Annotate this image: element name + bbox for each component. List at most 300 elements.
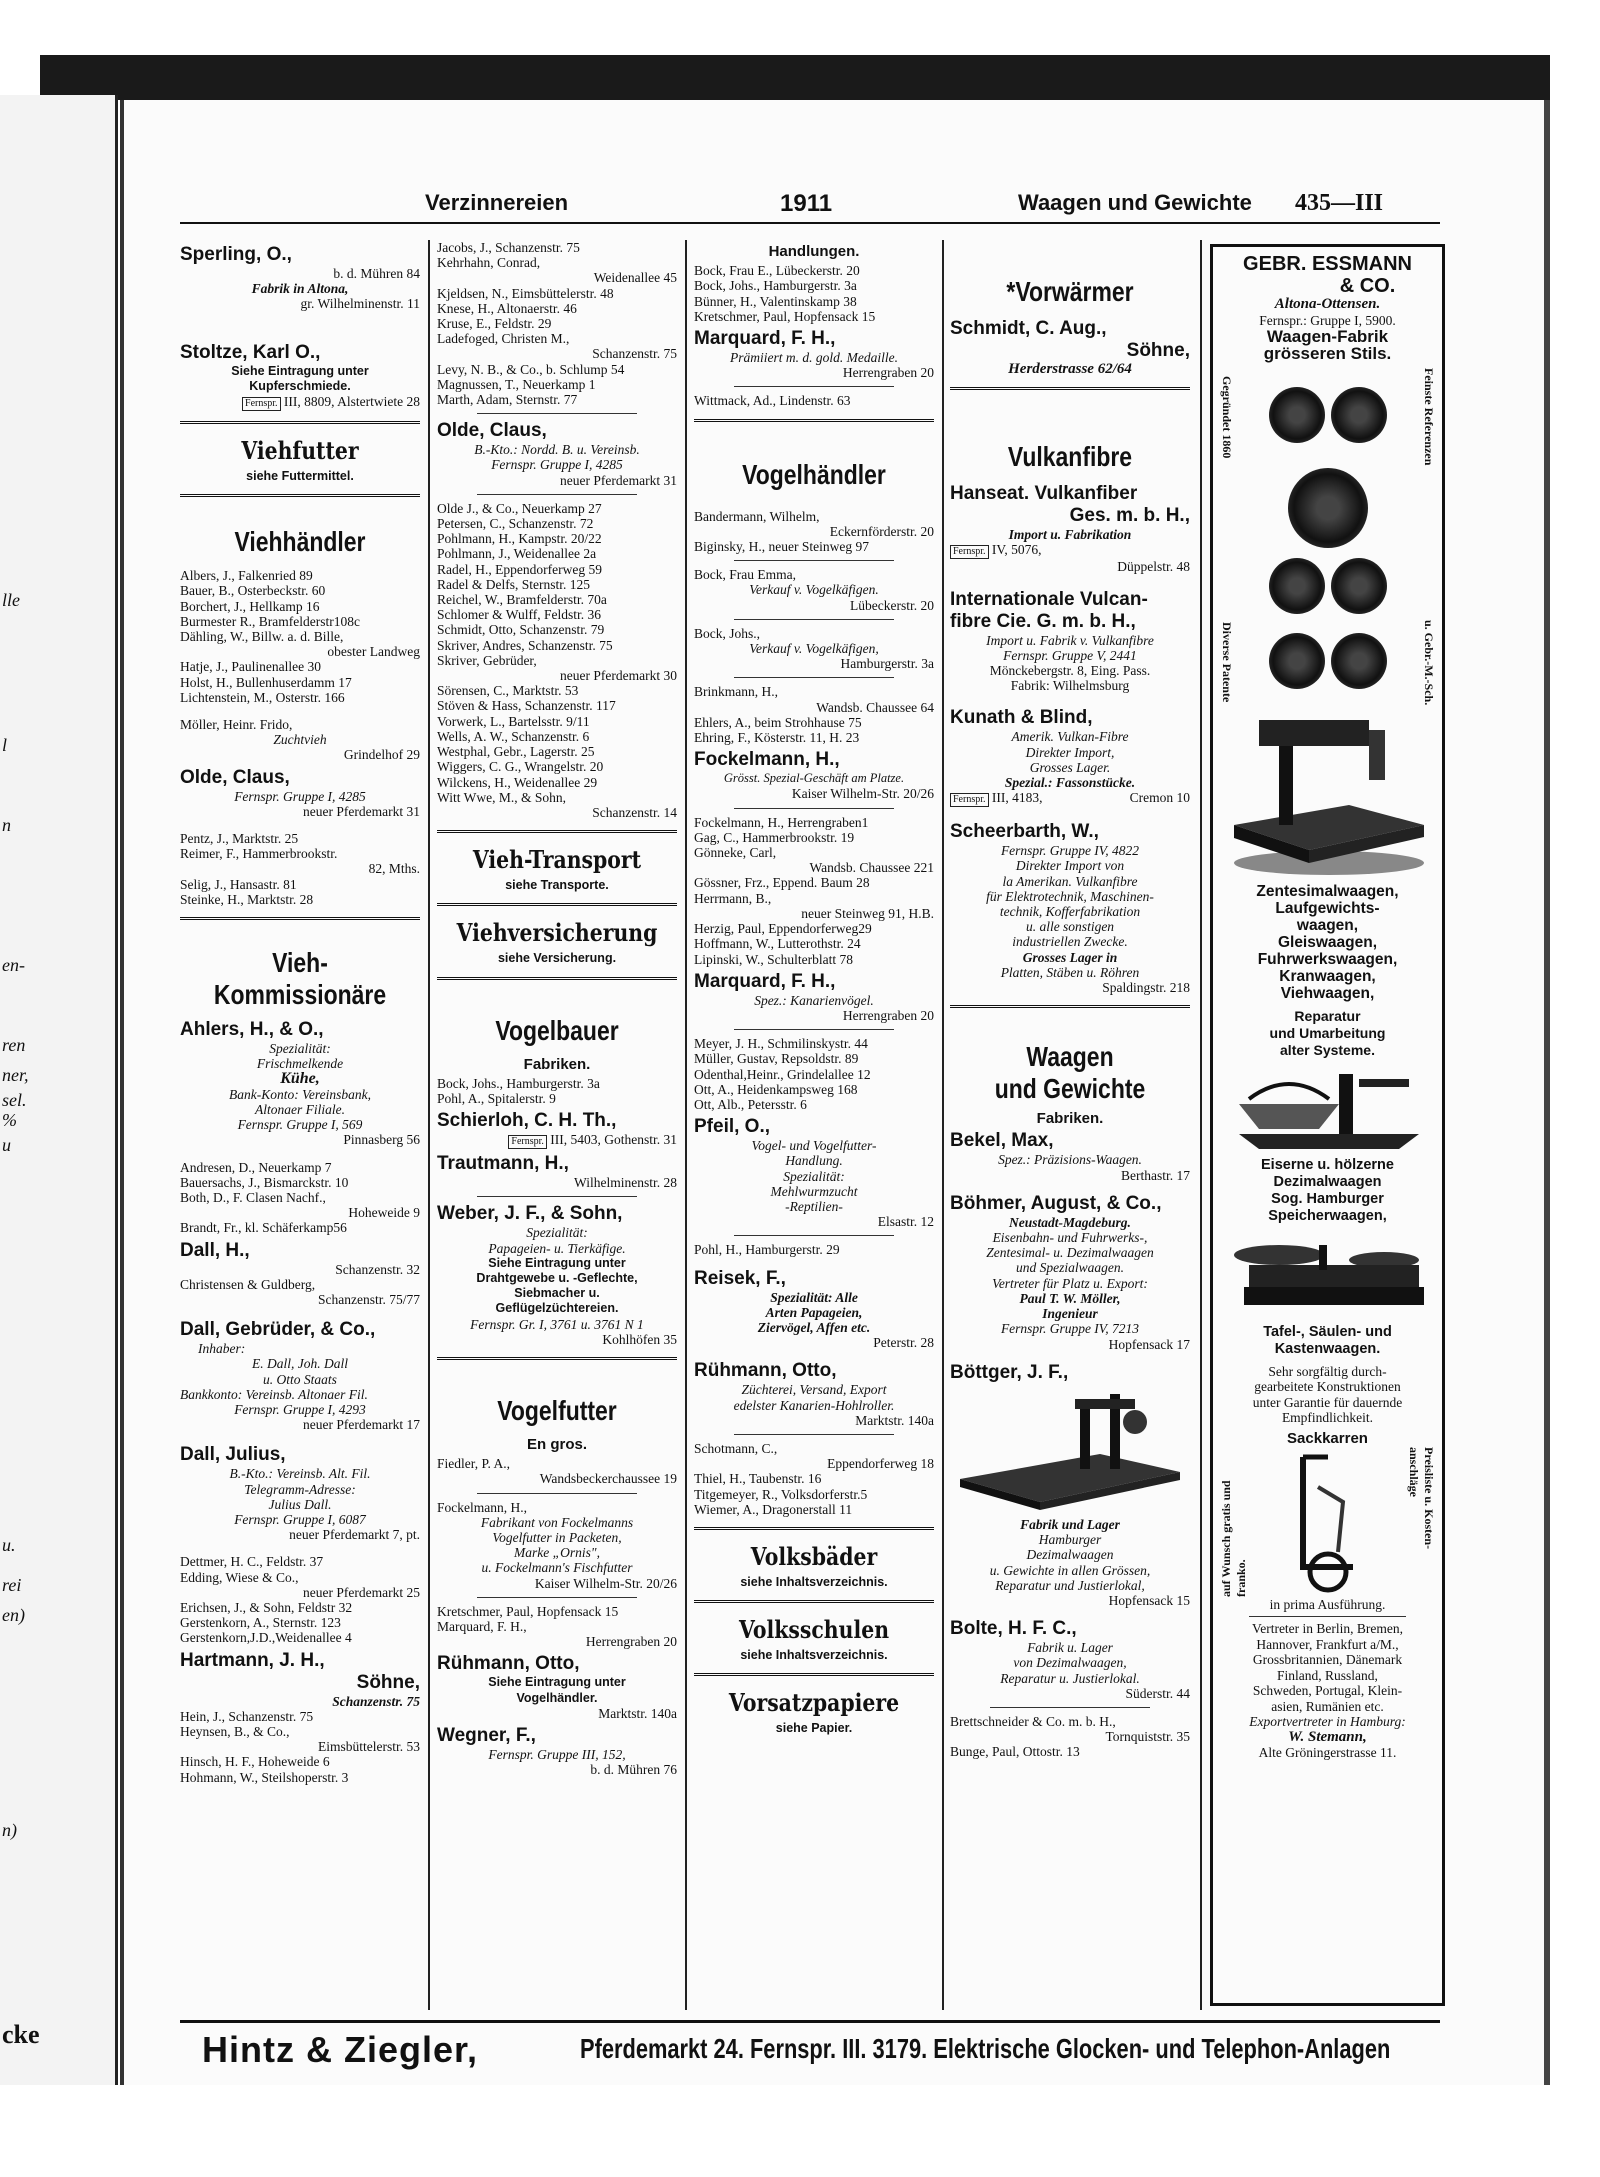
entry-line: Reimer, F., Hammerbrookstr.	[180, 846, 338, 862]
coat-of-arms-icon	[1288, 468, 1368, 548]
entry-line: neuer Pferdemarkt 31	[560, 472, 677, 488]
entry-line: Spezialität:	[783, 1168, 845, 1184]
entry-line: Fernspr. Gruppe IV, 4822	[1000, 843, 1140, 859]
entry-line: Edding, Wiese & Co.,	[180, 1569, 299, 1585]
entry-name: Hanseat. Vulkanfiber	[950, 483, 1138, 505]
ad-line: alter Systeme.	[1280, 1042, 1375, 1059]
section-title: Vorsatzpapiere	[728, 1688, 900, 1718]
entry-line: Radel, H., Eppendorferweg 59	[437, 561, 602, 577]
column-2	[437, 240, 677, 2010]
entry-line: Westphal, Gebr., Lagerstr. 25	[437, 744, 595, 760]
entry-line: Hinsch, H. F., Hoheweide 6	[180, 1754, 330, 1770]
entry-line: Hamburger	[1038, 1532, 1102, 1548]
entry-line: Thiel, H., Taubenstr. 16	[694, 1471, 822, 1487]
divider	[1249, 1616, 1406, 1617]
ad-line: Sackkarren	[1287, 1429, 1368, 1447]
ad-line: unter Garantie für dauernde	[1252, 1394, 1403, 1410]
entry-line: Sörensen, C., Marktstr. 53	[437, 683, 579, 699]
entry-line: Kehrhahn, Conrad,	[437, 255, 541, 271]
cross-reference: siehe Papier.	[775, 1721, 853, 1736]
ad-line: in prima Ausführung.	[1269, 1596, 1386, 1612]
ad-line: waagen,	[1296, 917, 1359, 935]
entry-line: Fernspr. Gruppe I, 569	[237, 1117, 363, 1133]
entry-line: Siebmacher u.	[514, 1286, 600, 1301]
entry-line: Dähling, W., Billw. a. d. Bille,	[180, 629, 344, 645]
entry-line: Reichel, W., Bramfelderstr. 70a	[437, 592, 607, 608]
entry-line: Weidenallee 45	[593, 270, 677, 286]
section-title: Vogelbauer	[495, 1014, 619, 1046]
divider	[734, 1434, 894, 1435]
left-fragment: n	[2, 815, 11, 835]
entry-line: Fiedler, P. A.,	[437, 1456, 510, 1472]
medal-icon	[1269, 387, 1325, 443]
entry-line: Hein, J., Schanzenstr. 75	[180, 1708, 314, 1724]
fernsprecher-badge: Fernspr.	[508, 1135, 547, 1149]
fernsprecher-badge: Fernspr.	[242, 397, 281, 411]
divider	[734, 619, 894, 620]
entry-line: Biginsky, H., neuer Steinweg 97	[694, 539, 869, 555]
section-subtitle: Fabriken.	[523, 1055, 591, 1073]
entry-name: Fockelmann, H.,	[694, 749, 840, 771]
section-title: Viehfutter	[241, 436, 359, 466]
entry-line: Zuchtvieh	[273, 732, 327, 748]
entry-line: Gönneke, Carl,	[694, 845, 777, 861]
entry-line: Pohl, H., Hamburgerstr. 29	[694, 1242, 840, 1258]
left-fragment: u.	[2, 1535, 16, 1555]
ad-vertical-text: auf Wunsch gratis und franko.	[1219, 1480, 1249, 1597]
entry-line: Hatje, J., Paulinenallee 30	[180, 659, 321, 675]
entry-line: Pinnasberg 56	[343, 1132, 420, 1148]
entry-line: Verkauf v. Vogelkäfigen.	[749, 582, 879, 598]
divider	[180, 421, 420, 427]
entry-line: Bankkonto: Vereinsb. Altonaer Fil.	[180, 1386, 368, 1402]
entry-line: neuer Steinweg 91, H.B.	[801, 905, 934, 921]
entry-line: Arten Papageien,	[765, 1304, 863, 1320]
entry-name: Trautmann, H.,	[437, 1153, 569, 1175]
ad-line: Empfindlichkeit.	[1281, 1410, 1374, 1426]
entry-line: Schanzenstr. 32	[335, 1261, 420, 1277]
divider	[694, 1673, 934, 1679]
entry-line: Marktstr. 140a	[855, 1412, 934, 1428]
entry-line: Tornquiststr. 35	[1105, 1729, 1190, 1745]
entry-line: b. d. Mühren 84	[333, 266, 420, 281]
entry-line: Herzig, Paul, Eppendorferweg29	[694, 921, 872, 937]
entry-line: Hohmann, W., Steilshoperstr. 3	[180, 1769, 349, 1785]
left-fragment: rei	[2, 1575, 22, 1595]
entry-line: Züchterei, Versand, Export	[741, 1382, 887, 1398]
ad-line: Gleiswaagen,	[1277, 934, 1378, 952]
fernsprecher-badge: Fernspr.	[950, 793, 989, 807]
section-title: Kommissionäre	[213, 979, 387, 1011]
entry-line: Fockelmann, H., Herrengraben1	[694, 814, 869, 830]
entry-line: Möller, Heinr. Frido,	[180, 717, 293, 733]
ad-line: und Umarbeitung	[1269, 1025, 1386, 1042]
entry-line: Bock, Frau Emma,	[694, 567, 796, 583]
entry-line: Jacobs, J., Schanzenstr. 75	[437, 240, 580, 255]
entry-line: Bank-Konto: Vereinsbank,	[229, 1086, 371, 1102]
entry-line: Pohlmann, H., Kampstr. 20/22	[437, 531, 602, 547]
entry-line: Peterstr. 28	[873, 1335, 934, 1351]
entry-line: neuer Pferdemarkt 7, pt.	[289, 1527, 420, 1543]
divider	[477, 1196, 637, 1197]
column-rule	[942, 240, 944, 2010]
entry-line: Dezimalwaagen	[1026, 1547, 1114, 1563]
entry-name: Marquard, F. H.,	[694, 328, 836, 350]
section-title: *Vorwärmer	[1006, 276, 1134, 307]
entry-line: Kupferschmiede.	[249, 378, 351, 393]
entry-line: Petersen, C., Schanzenstr. 72	[437, 516, 594, 532]
entry-line: III, 8809, Alstertwiete 28	[283, 394, 420, 410]
entry-line: Herderstrasse 62/64	[1008, 361, 1132, 377]
entry-line: Siehe Eintragung unter	[488, 1255, 626, 1270]
column-rule	[1200, 240, 1202, 2010]
divider	[477, 1493, 637, 1494]
medal-icon	[1331, 387, 1387, 443]
column-1	[180, 240, 420, 2010]
entry-line: Dettmer, H. C., Feldstr. 37	[180, 1554, 324, 1570]
entry-line: Bauer, B., Osterbeckstr. 60	[180, 583, 326, 599]
entry-line: Ott, Alb., Petersstr. 6	[694, 1096, 807, 1112]
entry-line: Telegramm-Adresse:	[244, 1481, 356, 1497]
entry-line: Siehe Eintragung unter	[488, 1675, 626, 1690]
entry-line: für Elektrotechnik, Maschinen-	[986, 888, 1154, 904]
cross-reference: siehe Versicherung.	[497, 951, 617, 966]
page-number: 435—III	[1295, 190, 1384, 216]
section-title: und Gewichte	[994, 1073, 1146, 1105]
divider	[180, 494, 420, 500]
footer-company: Hintz & Ziegler,	[202, 2029, 479, 2070]
entry-line: Frischmelkende	[256, 1056, 344, 1072]
ad-line: Fuhrwerkswaagen,	[1257, 951, 1398, 969]
entry-line: Skriver, Andres, Schanzenstr. 75	[437, 637, 613, 653]
entry-line: Schanzenstr. 75	[332, 1693, 420, 1709]
entry-line: Vogelhändler.	[516, 1690, 598, 1705]
entry-name: Böttger, J. F.,	[950, 1361, 1069, 1383]
divider	[734, 1235, 894, 1236]
column-rule	[685, 240, 687, 2010]
section-title: Waagen	[1026, 1041, 1114, 1073]
entry-line: Andresen, D., Neuerkamp 7	[180, 1159, 332, 1175]
entry-line: Spezialität:	[269, 1041, 331, 1057]
section-title: Viehversicherung	[456, 918, 658, 948]
entry-line: Marquard, F. H.,	[437, 1618, 527, 1634]
header-left: Verzinnereien	[425, 190, 569, 215]
entry-line: Bünner, H., Valentinskamp 38	[694, 293, 857, 309]
entry-line: Brettschneider & Co. m. b. H.,	[950, 1713, 1116, 1729]
ad-company-name: & CO.	[1339, 275, 1396, 297]
entry-name: Pfeil, O.,	[694, 1116, 771, 1138]
ad-line: Alte Gröningerstrasse 11.	[1258, 1745, 1397, 1761]
entry-line: Fernspr. Gr. I, 3761 u. 3761 N 1	[470, 1316, 644, 1332]
entry-line: Söhne,	[356, 1671, 420, 1693]
entry-line: Levy, N. B., & Co., b. Schlump 54	[437, 361, 625, 377]
ad-line: Kranwaagen,	[1279, 968, 1376, 986]
entry-line: Pohlmann, J., Weidenallee 2a	[437, 546, 597, 562]
left-fragment: l	[2, 735, 8, 755]
entry-line: Kohlhöfen 35	[602, 1331, 677, 1347]
entry-name: Dall, H.,	[180, 1239, 250, 1261]
scan-top-band	[40, 55, 1550, 100]
entry-line: Gerstenkorn, A., Sternstr. 123	[180, 1615, 341, 1631]
entry-name: Ahlers, H., & O.,	[180, 1019, 324, 1041]
divider	[694, 1527, 934, 1533]
divider	[437, 977, 677, 983]
entry-line: Fabrik und Lager	[1020, 1516, 1120, 1532]
entry-line: neuer Pferdemarkt 17	[303, 1417, 420, 1433]
section-title: Vulkanfibre	[1007, 441, 1133, 473]
entry-line: Odenthal,Heinr., Grindelallee 12	[694, 1066, 871, 1082]
ad-line: Finland, Russland,	[1277, 1667, 1378, 1683]
entry-line: Bunge, Paul, Ottostr. 13	[950, 1744, 1080, 1760]
entry-line: Spezial.: Fassonstücke.	[1004, 775, 1136, 791]
entry-line: und Spezialwaagen.	[1016, 1260, 1124, 1276]
entry-line: III, 5403, Gothenstr. 31	[550, 1132, 677, 1148]
entry-name: Rühmann, Otto,	[694, 1360, 837, 1382]
entry-line: Eimsbüttelerstr. 53	[318, 1739, 420, 1755]
left-fragment: en)	[2, 1605, 25, 1625]
entry-line: Both, D., F. Clasen Nachf.,	[180, 1189, 326, 1205]
entry-line: Ott, A., Heidenkampsweg 168	[694, 1081, 858, 1097]
entry-line: gr. Wilhelminenstr. 11	[300, 296, 420, 312]
ad-line: Zentesimalwaagen,	[1256, 883, 1399, 901]
entry-line: Fabrik u. Lager	[1027, 1640, 1113, 1656]
entry-line: industriellen Zwecke.	[1012, 934, 1128, 950]
entry-line: Wiggers, C. G., Wrangelstr. 20	[437, 759, 604, 775]
entry-line: Bock, Frau E., Lübeckerstr. 20	[694, 263, 860, 279]
entry-line: -Reptilien-	[785, 1198, 843, 1214]
entry-name: fibre Cie. G. m. b. H.,	[950, 610, 1136, 632]
entry-name: Weber, J. F., & Sohn,	[437, 1203, 623, 1225]
entry-line: Kretschmer, Paul, Hopfensack 15	[437, 1603, 619, 1619]
medal-icon	[1331, 633, 1387, 689]
entry-line: Erichsen, J., & Sohn, Feldstr 32	[180, 1599, 353, 1615]
entry-line: Marke „Ornis",	[514, 1545, 600, 1561]
ad-line: Altona-Ottensen.	[1274, 296, 1381, 312]
cross-reference: siehe Transporte.	[505, 878, 609, 893]
entry-name: Scheerbarth, W.,	[950, 821, 1099, 843]
entry-name: Hartmann, J. H.,	[180, 1649, 325, 1671]
left-fragment: ren	[2, 1035, 26, 1055]
entry-line: edelster Kanarien-Hohlroller.	[733, 1397, 895, 1413]
medal-icon	[1269, 558, 1325, 614]
entry-line: Reparatur und Justierlokal,	[995, 1577, 1145, 1593]
entry-line: Fernspr. Gruppe I, 6087	[234, 1511, 366, 1527]
divider	[180, 917, 420, 923]
entry-line: Hopfensack 15	[1108, 1592, 1190, 1608]
left-fragment: cke	[2, 2020, 40, 2049]
entry-line: technik, Kofferfabrikation	[999, 904, 1141, 920]
entry-line: Eisenbahn- und Fuhrwerks-,	[992, 1230, 1148, 1246]
entry-line: Vertreter für Platz u. Export:	[992, 1275, 1148, 1291]
ad-vertical-text: u. Gebr.-M.-Sch.	[1422, 619, 1436, 706]
entry-line: Lipinski, W., Schulterblatt 78	[694, 951, 853, 967]
entry-line: Kaiser Wilhelm-Str. 20/26	[534, 1575, 677, 1591]
section-title: Vogelhändler	[742, 458, 886, 490]
medal-icon	[1331, 558, 1387, 614]
entry-line: Paul T. W. Möller,	[1019, 1290, 1121, 1306]
entry-line: Herrengraben 20	[585, 1634, 677, 1650]
entry-name: Schmidt, C. Aug.,	[950, 318, 1107, 339]
entry-line: B.-Kto.: Vereinsb. Alt. Fil.	[229, 1466, 371, 1482]
ad-line: Dezimalwaagen	[1273, 1174, 1382, 1191]
section-title: Volksschulen	[738, 1615, 890, 1645]
entry-line: Wilckens, H., Weidenallee 29	[437, 774, 598, 790]
entry-name: Olde, Claus,	[180, 766, 290, 788]
divider	[990, 1707, 1150, 1708]
entry-line: Ziervögel, Affen etc.	[757, 1319, 871, 1335]
entry-line: Import u. Fabrik v. Vulkanfibre	[986, 632, 1154, 648]
entry-line: Albers, J., Falkenried 89	[180, 568, 313, 584]
entry-name: Dall, Gebrüder, & Co.,	[180, 1319, 376, 1341]
entry-line: Söhne,	[1126, 340, 1190, 361]
section-title: Vogelfutter	[497, 1394, 617, 1426]
entry-line: Siehe Eintragung unter	[231, 363, 369, 378]
divider	[950, 387, 1190, 393]
entry-name: Rühmann, Otto,	[437, 1653, 580, 1675]
entry-line: Wandsbeckerchaussee 19	[539, 1471, 677, 1487]
entry-line: Marth, Adam, Sternstr. 77	[437, 392, 578, 408]
entry-line: Vogel- und Vogelfutter-	[751, 1138, 877, 1154]
entry-line: Fabrik in Altona,	[251, 281, 349, 297]
entry-line: Borchert, J., Hellkamp 16	[180, 598, 320, 614]
left-fragment: lle	[2, 590, 20, 610]
entry-line: Neustadt-Magdeburg.	[1009, 1214, 1131, 1230]
ad-line: Sog. Hamburger	[1271, 1191, 1384, 1208]
ad-line: grösseren Stils.	[1263, 344, 1392, 363]
entry-line: Eppendorferweg 18	[827, 1456, 934, 1472]
entry-line: Meyer, J. H., Schmilinskystr. 44	[694, 1036, 868, 1052]
entry-line: Hamburgerstr. 3a	[840, 656, 934, 672]
entry-line: Witt Wwe, M., & Sohn,	[437, 789, 566, 805]
entry-line: B.-Kto.: Nordd. B. u. Vereinsb.	[474, 442, 640, 458]
entry-line: neuer Pferdemarkt 25	[303, 1584, 420, 1600]
entry-line: Fernspr. Gruppe III, 152,	[488, 1747, 626, 1762]
section-subtitle: Fabriken.	[1036, 1110, 1104, 1128]
section-title: Vieh-	[272, 947, 328, 979]
entry-line: Heynsen, B., & Co.,	[180, 1723, 290, 1739]
entry-line: Amerik. Vulkan-Fibre	[1011, 729, 1129, 745]
entry-line: Zentesimal- u. Dezimalwaagen	[986, 1245, 1154, 1261]
ad-line: Eiserne u. hölzerne	[1261, 1157, 1394, 1174]
entry-line: la Amerikan. Vulkanfibre	[1002, 873, 1138, 889]
entry-line: Schanzenstr. 75/77	[318, 1291, 420, 1307]
entry-line: Herrengraben 20	[842, 1007, 934, 1023]
entry-line: Spez.: Präzisions-Waagen.	[998, 1152, 1142, 1168]
entry-line: Drahtgewebe u. -Geflechte,	[476, 1270, 638, 1285]
entry-line: Pohl, A., Spitalerstr. 9	[437, 1090, 556, 1106]
column-4	[950, 240, 1190, 2010]
divider	[437, 1357, 677, 1363]
entry-line: u. Gewichte in allen Grössen,	[989, 1562, 1151, 1578]
platform-scale-illustration	[1219, 705, 1439, 880]
entry-line: IV, 5076,	[991, 542, 1042, 558]
entry-line: Gerstenkorn,J.D.,Weidenallee 4	[180, 1630, 352, 1646]
divider	[477, 1597, 637, 1598]
entry-line: Skriver, Gebrüder,	[437, 652, 537, 668]
entry-line: Ingenieur	[1042, 1306, 1098, 1322]
entry-line: Burmester R., Bramfelderstr108c	[180, 613, 360, 629]
essmann-advertisement	[1210, 244, 1445, 2006]
entry-line: Düppelstr. 48	[1117, 559, 1190, 575]
entry-line: neuer Pferdemarkt 31	[303, 803, 420, 819]
ad-vertical-text: Gegründet 1860	[1220, 375, 1235, 458]
divider	[734, 1029, 894, 1030]
divider	[734, 677, 894, 678]
entry-line: Spez.: Kanarienvögel.	[754, 992, 874, 1008]
entry-line: Fockelmann, H.,	[437, 1499, 527, 1515]
entry-name: Schierloh, C. H. Th.,	[437, 1110, 617, 1132]
cross-reference: siehe Inhaltsverzeichnis.	[740, 1648, 888, 1663]
entry-line: Eckernförderstr. 20	[829, 523, 934, 539]
section-title: Vieh-Transport	[472, 845, 642, 875]
entry-line: Schanzenstr. 75	[592, 346, 677, 362]
entry-line: Kjeldsen, N., Eimsbüttelerstr. 48	[437, 285, 614, 301]
ad-vertical-text: Diverse Patente	[1220, 622, 1235, 703]
fernsprecher-badge: Fernspr.	[950, 545, 989, 559]
ad-line: Viehwaagen,	[1280, 985, 1375, 1003]
entry-line: Hoffmann, W., Lutterothstr. 24	[694, 936, 861, 952]
entry-line: Kaiser Wilhelm-Str. 20/26	[791, 786, 934, 802]
entry-line: Spezialität: Alle	[770, 1289, 858, 1305]
entry-line: Direkter Import von	[1015, 858, 1125, 874]
ad-line: Reparatur	[1294, 1008, 1361, 1025]
medal-icon	[1269, 633, 1325, 689]
entry-line: Handlung.	[785, 1153, 843, 1169]
entry-line: Pentz, J., Marktstr. 25	[180, 831, 299, 847]
entry-name: Sperling, O.,	[180, 244, 292, 265]
entry-line: Kruse, E., Feldstr. 29	[437, 316, 552, 332]
entry-line: Titgemeyer, R., Volksdorferstr.5	[694, 1486, 868, 1502]
ad-vertical-text: Preisliste u. Kosten-anschläge	[1406, 1446, 1436, 1549]
entry-line: Bock, Johs., Hamburgerstr. 3a	[694, 278, 857, 294]
entry-line: Fabrik: Wilhelmsburg	[1010, 678, 1130, 694]
entry-line: Grosses Lager.	[1029, 759, 1111, 775]
page-header	[180, 188, 1440, 224]
divider	[477, 494, 637, 495]
entry-name: Olde, Claus,	[437, 420, 547, 442]
entry-line: Holst, H., Bullenhuserdamm 17	[180, 674, 352, 690]
left-fragment: u	[2, 1135, 11, 1155]
entry-line: Hoheweide 9	[348, 1205, 420, 1221]
entry-line: Fernspr. Gruppe I, 4293	[234, 1401, 366, 1417]
left-fragment: %	[2, 1110, 17, 1130]
entry-line: Lübeckerstr. 20	[850, 597, 934, 613]
ad-line: Laufgewichts-	[1275, 900, 1380, 918]
entry-line: Direkter Import,	[1025, 744, 1115, 760]
header-year: 1911	[780, 190, 833, 217]
entry-line: Verkauf v. Vogelkäfigen,	[749, 641, 879, 657]
entry-line: Spezialität:	[526, 1225, 588, 1241]
entry-name: Bolte, H. F. C.,	[950, 1618, 1077, 1640]
entry-line: Fernspr. Gruppe I, 4285	[234, 788, 366, 804]
entry-name: Dall, Julius,	[180, 1444, 286, 1466]
entry-line: Fabrikant von Fockelmanns	[480, 1514, 634, 1530]
entry-line: Elsastr. 12	[877, 1214, 934, 1230]
ad-line: Sehr sorgfältig durch-	[1268, 1363, 1387, 1379]
entry-name: Bekel, Max,	[950, 1130, 1054, 1152]
entry-line: Radel & Delfs, Sternstr. 125	[437, 576, 590, 592]
divider	[694, 1600, 934, 1606]
entry-line: Stöven & Hass, Schanzenstr. 117	[437, 698, 616, 714]
entry-line: Bock, Johs., Hamburgerstr. 3a	[437, 1075, 600, 1091]
entry-line: Kühe,	[280, 1070, 320, 1088]
entry-line: u. alle sonstigen	[1025, 919, 1115, 935]
entry-line: E. Dall, Joh. Dall	[252, 1356, 348, 1372]
entry-line: Süderstr. 44	[1125, 1685, 1190, 1701]
section-title: Volksbäder	[750, 1541, 878, 1571]
ad-line: Kastenwaagen.	[1274, 1340, 1381, 1357]
ad-company-name: GEBR. ESSMANN	[1243, 253, 1412, 275]
